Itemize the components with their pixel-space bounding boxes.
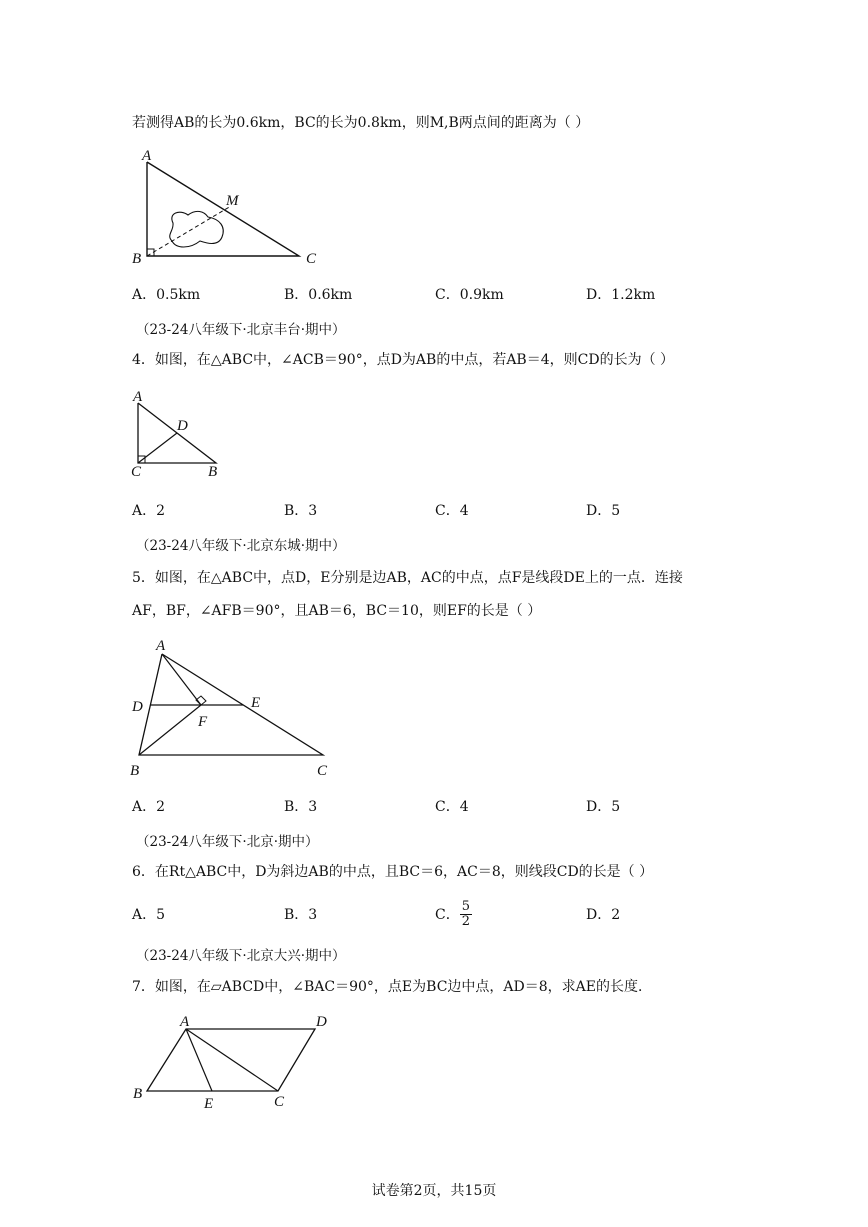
q4-option-d: D．5 bbox=[586, 503, 621, 519]
q4-source: （23-24八年级下·北京丰台·期中） bbox=[136, 322, 346, 338]
q4-label-A: A bbox=[133, 389, 143, 405]
q5-label-D: D bbox=[132, 699, 143, 715]
q5-segment-AF bbox=[162, 654, 201, 705]
q7-stem: 7．如图，在▱ABCD中，∠BAC＝90°，点E为BC边中点，AD＝8，求AE的长度． bbox=[132, 979, 652, 995]
q5-label-B: B bbox=[130, 763, 140, 779]
q4-option-c: C．4 bbox=[435, 503, 469, 519]
q4-label-B: B bbox=[208, 464, 218, 480]
q7-label-A: A bbox=[180, 1014, 190, 1030]
q5-option-b: B．3 bbox=[284, 799, 318, 815]
q5-label-A: A bbox=[156, 638, 166, 654]
q5-stem-line1: 5．如图，在△ABC中，点D，E分别是边AB，AC的中点，点F是线段DE上的一点．连接 bbox=[132, 570, 683, 586]
q7-label-D: D bbox=[316, 1014, 327, 1030]
q6-source: （23-24八年级下·北京·期中） bbox=[136, 834, 319, 850]
q3-option-b: B．0.6km bbox=[284, 287, 353, 303]
q3-triangle bbox=[147, 162, 299, 256]
q3-option-c: C．0.9km bbox=[435, 287, 504, 303]
q5-label-F: F bbox=[198, 714, 208, 730]
q5-source: （23-24八年级下·北京东城·期中） bbox=[136, 538, 346, 554]
q5-figure bbox=[126, 634, 346, 784]
q6-fraction-denominator: 2 bbox=[461, 913, 470, 929]
q7-label-C: C bbox=[274, 1094, 285, 1110]
q7-label-B: B bbox=[133, 1086, 143, 1102]
q6-option-c-letter: C． bbox=[435, 907, 460, 923]
q3-stem: 若测得AB的长为0.6km，BC的长为0.8km，则M,B两点间的距离为（ ） bbox=[132, 115, 590, 131]
q5-label-C: C bbox=[317, 763, 328, 779]
q6-stem: 6．在Rt△ABC中，D为斜边AB的中点，且BC＝6，AC＝8，则线段CD的长是（ ） bbox=[132, 864, 654, 880]
q3-label-A: A bbox=[142, 148, 152, 164]
q4-stem: 4．如图，在△ABC中，∠ACB＝90°，点D为AB的中点，若AB＝4，则CD的长为（ ） bbox=[132, 352, 675, 368]
q6-option-d: D．2 bbox=[586, 907, 621, 923]
q5-option-d: D．5 bbox=[586, 799, 621, 815]
q3-figure bbox=[128, 145, 328, 275]
q7-figure bbox=[128, 1010, 348, 1120]
q5-option-a: A．2 bbox=[132, 799, 166, 815]
q7-diagonal-AC bbox=[186, 1029, 278, 1091]
q6-option-a: A．5 bbox=[132, 907, 166, 923]
q3-label-C: C bbox=[306, 251, 317, 267]
q3-option-a: A．0.5km bbox=[132, 287, 201, 303]
q4-label-D: D bbox=[177, 418, 188, 434]
q6-fraction-numerator: 5 bbox=[461, 898, 470, 914]
q4-option-a: A．2 bbox=[132, 503, 166, 519]
q4-figure bbox=[128, 388, 238, 488]
page-footer: 试卷第2页，共15页 bbox=[371, 1183, 497, 1199]
q3-dashed-segment-BM bbox=[147, 206, 231, 256]
q3-pond-shape bbox=[170, 211, 223, 247]
q6-option-c bbox=[435, 894, 472, 934]
q6-option-c-fraction bbox=[460, 900, 472, 929]
q5-option-c: C．4 bbox=[435, 799, 469, 815]
q3-label-B: B bbox=[132, 251, 142, 267]
q6-option-b: B．3 bbox=[284, 907, 318, 923]
q3-option-d: D．1.2km bbox=[586, 287, 656, 303]
q7-label-E: E bbox=[204, 1096, 214, 1112]
q4-label-C: C bbox=[131, 464, 142, 480]
q5-stem-line2: AF，BF，∠AFB＝90°，且AB＝6，BC＝10，则EF的长是（ ） bbox=[132, 603, 542, 619]
q5-label-E: E bbox=[251, 695, 261, 711]
q7-source: （23-24八年级下·北京大兴·期中） bbox=[136, 948, 346, 964]
q3-label-M: M bbox=[226, 193, 239, 209]
q4-median-CD bbox=[138, 433, 177, 463]
q4-option-b: B．3 bbox=[284, 503, 318, 519]
